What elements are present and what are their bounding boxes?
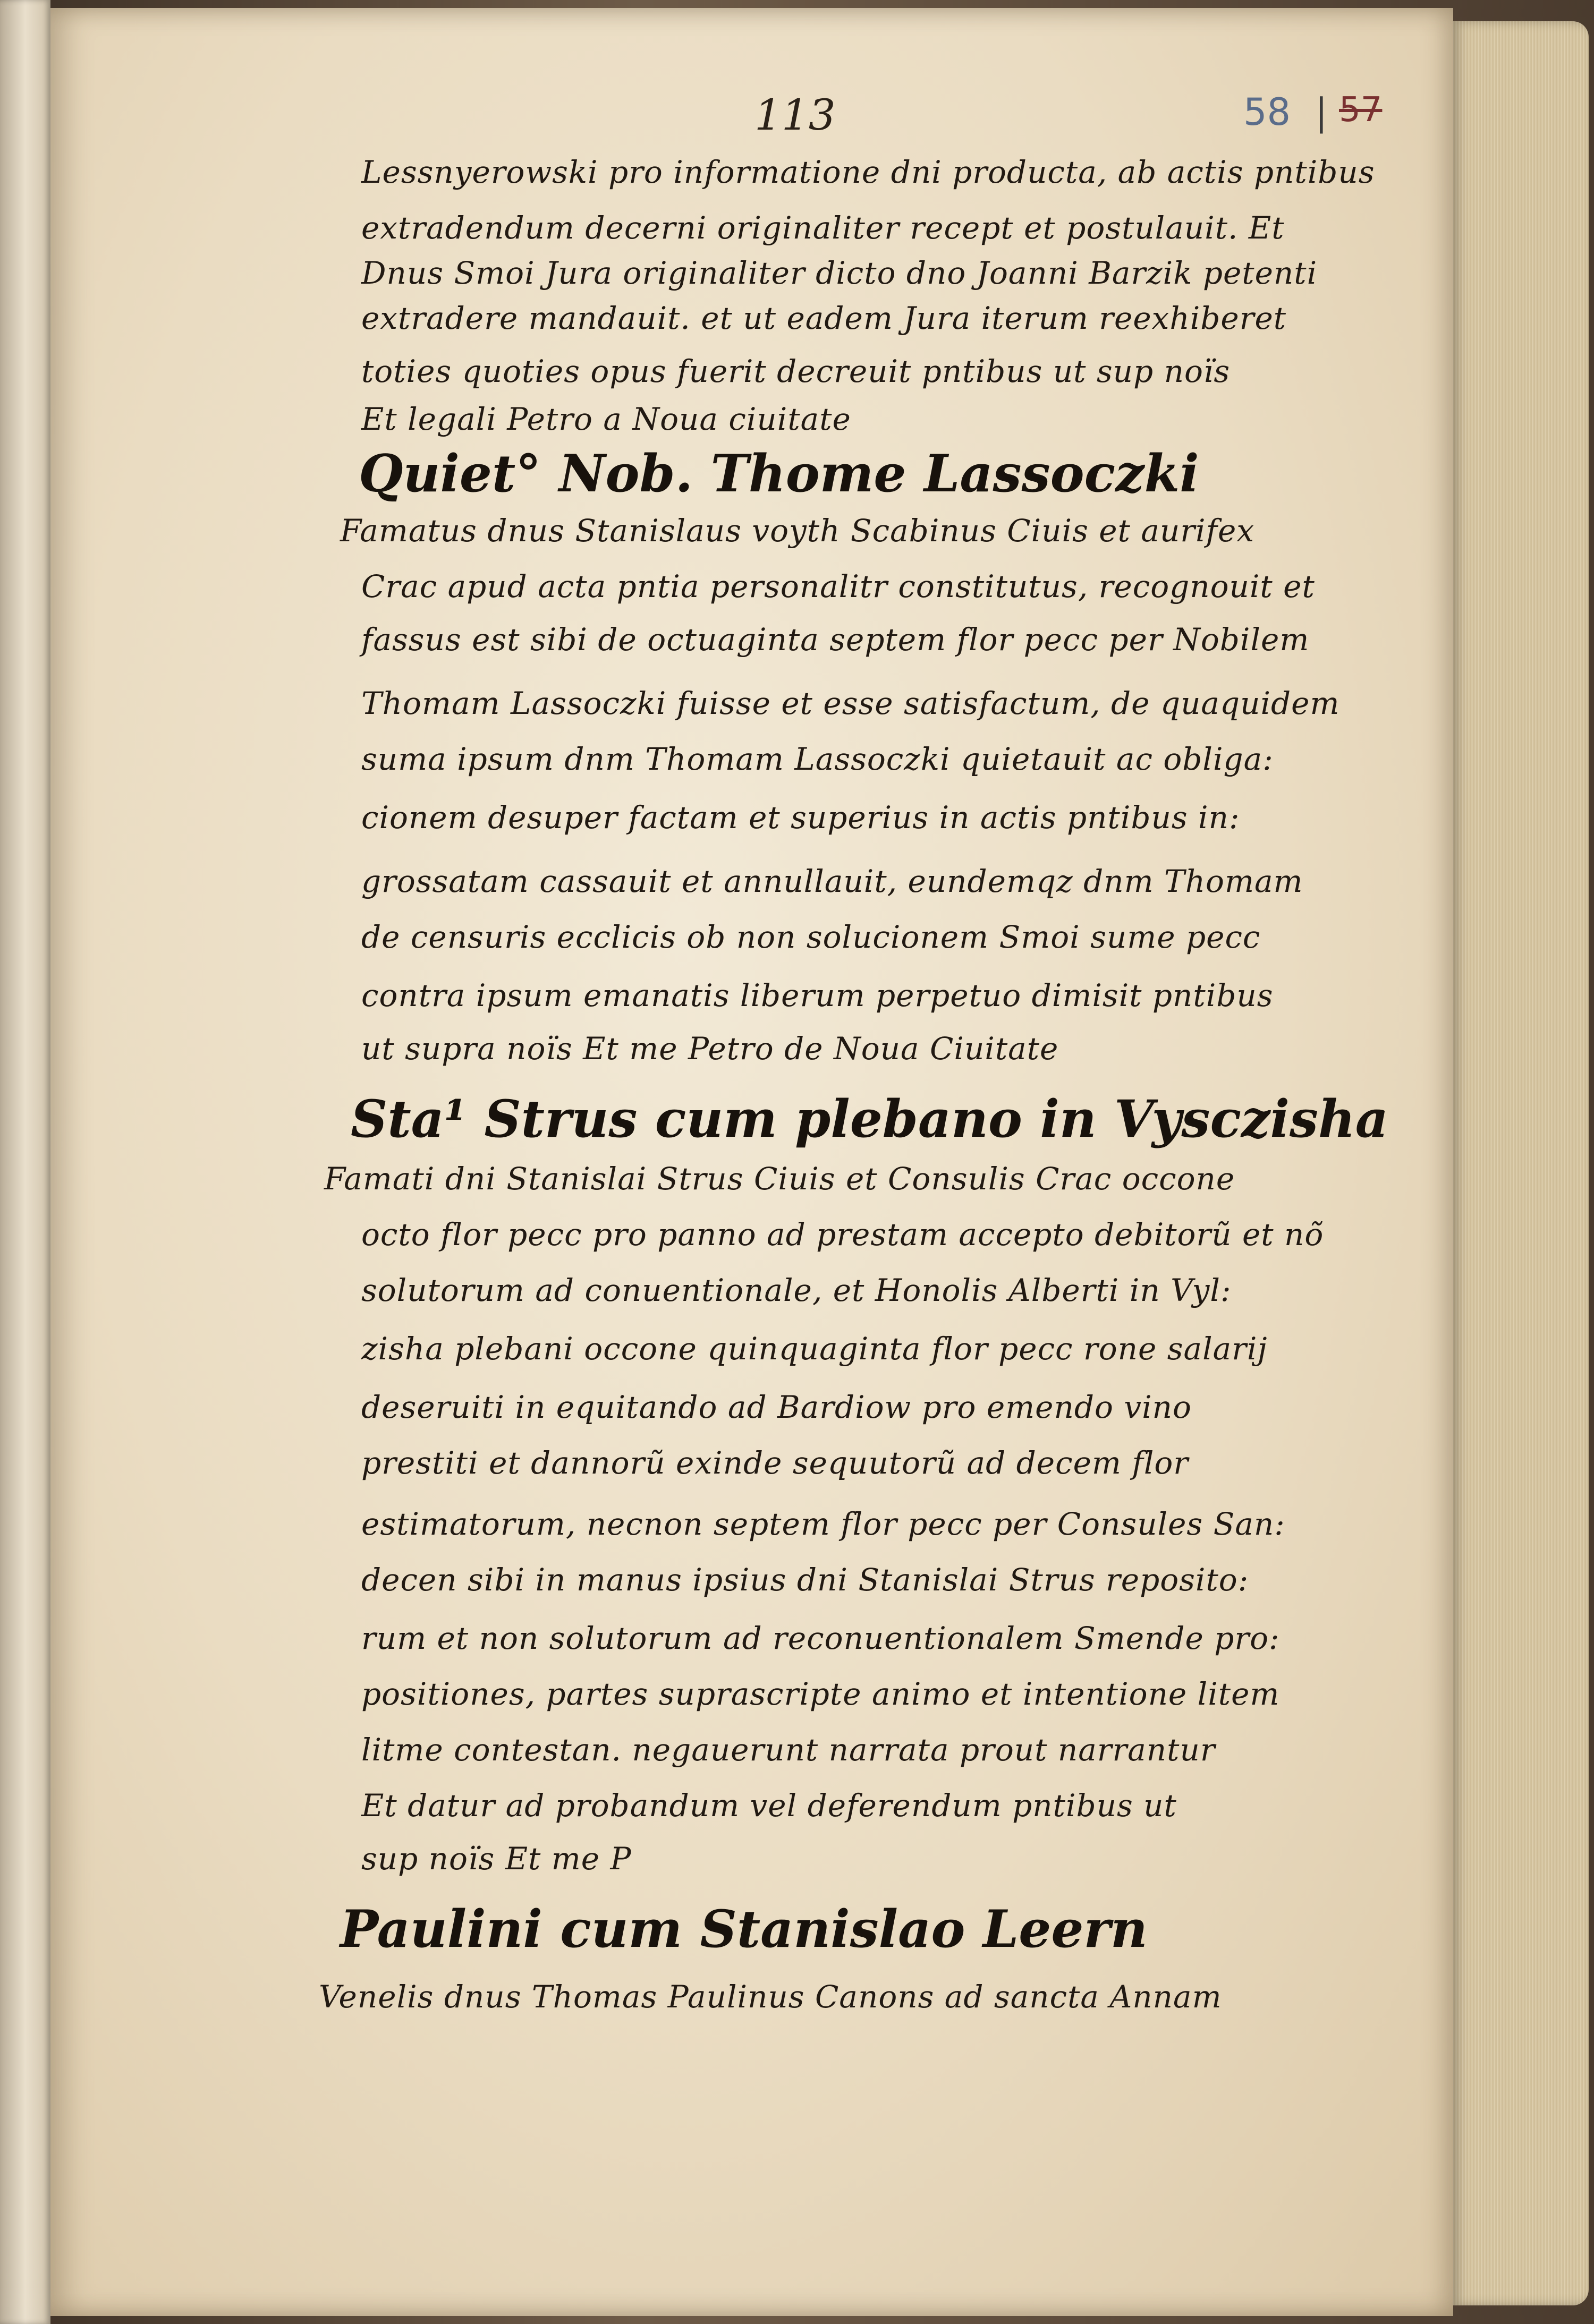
text-line: fassus est sibi de octuaginta septem flor pecc per Nobilem <box>361 622 1310 658</box>
text-line: positiones, partes suprascripte animo et intentione litem <box>361 1676 1280 1712</box>
text-line: Dnus Smoi Jura originaliter dicto dno Joanni Barzik petenti <box>361 255 1318 291</box>
text-line: Venelis dnus Thomas Paulinus Canons ad sancta Annam <box>319 1979 1222 2015</box>
text-line: contra ipsum emanatis liberum perpetuo dimisit pntibus <box>361 977 1274 1014</box>
folio-separator: | <box>1315 90 1328 134</box>
entry-heading: Paulini cum Stanislao Leern <box>340 1899 1148 1959</box>
book-page-block <box>1453 21 1589 2305</box>
text-line: deseruiti in equitando ad Bardiow pro emendo vino <box>361 1389 1192 1425</box>
folio-number: 113 <box>754 90 836 140</box>
text-line: rum et non solutorum ad reconuentionalem Smende pro: <box>361 1620 1280 1656</box>
text-line: cionem desuper factam et superius in actis pntibus in: <box>361 799 1240 836</box>
text-line: Crac apud acta pntia personalitr constitutus, recognouit et <box>361 568 1315 605</box>
text-line: octo flor pecc pro panno ad prestam accepto debitorũ et nõ <box>361 1216 1324 1253</box>
struck-folio-number: 57 <box>1339 90 1383 130</box>
previous-page-edge <box>0 0 50 2324</box>
text-line: prestiti et dannorũ exinde sequutorũ ad decem flor <box>361 1445 1189 1481</box>
text-line: Famati dni Stanislai Strus Ciuis et Consulis Crac occone <box>324 1161 1235 1197</box>
text-line: extradere mandauit. et ut eadem Jura iterum reexhiberet <box>361 300 1287 336</box>
text-line: zisha plebani occone quinquaginta flor pecc rone salarij <box>361 1331 1268 1367</box>
text-line: Et datur ad probandum vel deferendum pntibus ut <box>361 1787 1177 1824</box>
entry-heading: Sta¹ Strus cum plebano in Vysczisha <box>351 1089 1388 1149</box>
text-line: Thomam Lassoczki fuisse et esse satisfactum, de quaquidem <box>361 685 1340 721</box>
text-line: extradendum decerni originaliter recept et postulauit. Et <box>361 210 1285 246</box>
text-line: Et legali Petro a Noua ciuitate <box>361 401 851 437</box>
text-line: Lessnyerowski pro informatione dni producta, ab actis pntibus <box>361 154 1375 190</box>
text-line: decen sibi in manus ipsius dni Stanislai Strus reposito: <box>361 1562 1249 1598</box>
text-line: toties quoties opus fuerit decreuit pntibus ut sup noïs <box>361 353 1231 389</box>
text-line: sup noïs Et me P <box>361 1841 632 1877</box>
text-line: de censuris ecclicis ob non solucionem Smoi sume pecc <box>361 919 1261 955</box>
text-line: litme contestan. negauerunt narrata prout narrantur <box>361 1732 1216 1768</box>
text-line: Famatus dnus Stanislaus voyth Scabinus Ciuis et aurifex <box>340 513 1255 549</box>
text-line: suma ipsum dnm Thomam Lassoczki quietauit ac obliga: <box>361 741 1274 777</box>
text-line: solutorum ad conuentionale, et Honolis Alberti in Vyl: <box>361 1272 1232 1308</box>
text-line: grossatam cassauit et annullauit, eundemqz dnm Thomam <box>361 863 1303 899</box>
text-line: estimatorum, necnon septem flor pecc per Consules San: <box>361 1506 1285 1542</box>
pencil-folio-number: 58 <box>1243 90 1291 134</box>
text-line: ut supra noïs Et me Petro de Noua Ciuitate <box>361 1031 1059 1067</box>
entry-heading: Quiet° Nob. Thome Lassoczki <box>359 444 1199 504</box>
